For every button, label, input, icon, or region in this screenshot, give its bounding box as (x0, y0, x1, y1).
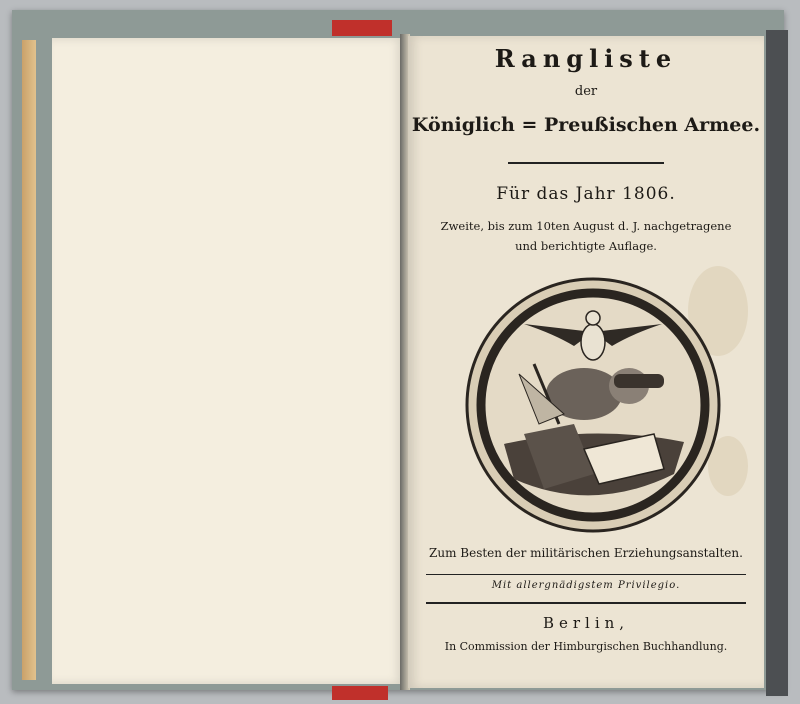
place-of-publication: Berlin, (542, 614, 630, 632)
cover-edge-right (766, 30, 788, 696)
title-page (408, 36, 764, 688)
publisher-line: In Commission der Himburgischen Buchhandlung. (444, 640, 728, 653)
edition-line-1: Zweite, bis zum 10ten August d. J. nachgetragene (440, 219, 732, 233)
divider-rule (426, 574, 746, 575)
ribbon-bottom (332, 686, 388, 700)
book-subtitle: Königlich = Preußischen Armee. (411, 114, 761, 136)
book-title: Rangliste (494, 44, 678, 73)
divider-rule (508, 162, 664, 164)
title-connector: der (574, 84, 598, 99)
blank-left-page (52, 38, 404, 684)
ribbon-top (332, 20, 392, 36)
divider-rule (426, 602, 746, 604)
cover-edge-left (22, 40, 36, 680)
eagle-trophy-vignette-icon (464, 274, 722, 536)
open-book (12, 10, 784, 690)
benefit-line: Zum Besten der militärischen Erziehungsanstalten. (429, 546, 743, 560)
privilege-line: Mit allergnädigstem Privilegio. (491, 580, 681, 591)
edition-note (418, 216, 754, 256)
edition-line-2: und berichtigte Auflage. (515, 239, 657, 253)
year-line: Für das Jahr 1806. (496, 184, 676, 204)
